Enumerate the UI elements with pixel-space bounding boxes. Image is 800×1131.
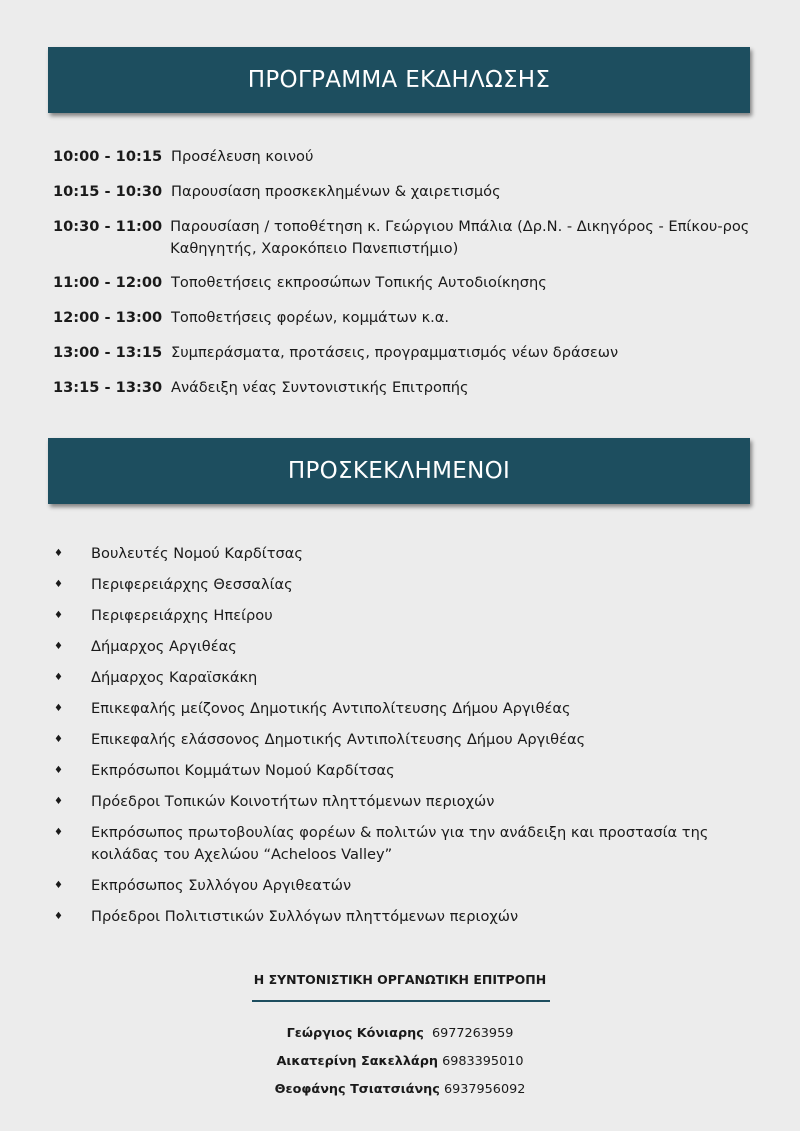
schedule-desc: Προσέλευση κοινού bbox=[171, 148, 314, 165]
guest-name: Δήμαρχος Αργιθέας bbox=[91, 638, 237, 655]
guest-name: Περιφερειάρχης Θεσσαλίας bbox=[91, 576, 293, 593]
guest-name: Επικεφαλής ελάσσονος Δημοτικής Αντιπολίτευσης Δήμου Αργιθέας bbox=[91, 731, 586, 748]
schedule-time: 10:30 - 11:00 bbox=[53, 218, 163, 235]
schedule-row bbox=[53, 272, 753, 294]
guest-name: Περιφερειάρχης Ηπείρου bbox=[91, 607, 273, 624]
schedule-desc: Συμπεράσματα, προτάσεις, προγραμματισμός νέων δράσεων bbox=[171, 344, 619, 361]
schedule-row bbox=[53, 342, 753, 364]
contact-name: Θεοφάνης Τσιατσιάνης bbox=[274, 1082, 440, 1097]
list-item bbox=[54, 729, 754, 751]
diamond-bullet-icon: ♦ bbox=[54, 610, 63, 621]
guests-heading: ΠΡΟΣΚΕΚΛΗΜΕΝΟΙ bbox=[287, 458, 511, 484]
diamond-bullet-icon: ♦ bbox=[54, 880, 63, 891]
schedule-time: 11:00 - 12:00 bbox=[53, 274, 163, 291]
schedule-time: 12:00 - 13:00 bbox=[53, 309, 163, 326]
contact-phone: 6983395010 bbox=[442, 1054, 524, 1069]
contact-name: Αικατερίνη Σακελλάρη bbox=[276, 1054, 438, 1069]
guest-name: Εκπρόσωπος Συλλόγου Αργιθεατών bbox=[91, 877, 352, 894]
list-item bbox=[54, 543, 754, 565]
schedule-row bbox=[53, 181, 753, 203]
contact-name: Γεώργιος Κόνιαρης bbox=[286, 1026, 424, 1041]
list-item bbox=[54, 667, 754, 689]
list-item bbox=[54, 906, 754, 928]
schedule-time: 10:00 - 10:15 bbox=[53, 148, 163, 165]
diamond-bullet-icon: ♦ bbox=[54, 827, 63, 838]
guests-heading-banner bbox=[48, 438, 750, 504]
guests-list bbox=[54, 543, 754, 937]
schedule-time: 13:00 - 13:15 bbox=[53, 344, 163, 361]
schedule-desc: Παρουσίαση προσκεκλημένων & χαιρετισμός bbox=[171, 183, 501, 200]
schedule-desc: Παρουσίαση / τοποθέτηση κ. Γεώργιου Μπάλια (Δρ.Ν. - Δικηγόρος - Επίκου-ρος Καθηγητής, Χαροκόπειο Πανεπιστήμιο) bbox=[170, 218, 750, 257]
schedule-desc: Τοποθετήσεις φορέων, κομμάτων κ.α. bbox=[171, 309, 450, 326]
contact-phone: 6937956092 bbox=[443, 1082, 526, 1097]
list-item bbox=[54, 636, 754, 658]
diamond-bullet-icon: ♦ bbox=[54, 672, 63, 683]
guest-name: Επικεφαλής μείζονος Δημοτικής Αντιπολίτευσης Δήμου Αργιθέας bbox=[91, 700, 571, 717]
contact-line bbox=[0, 1026, 800, 1041]
list-item bbox=[54, 791, 754, 813]
list-item bbox=[54, 698, 754, 720]
contact-phone: 6977263959 bbox=[431, 1026, 514, 1041]
diamond-bullet-icon: ♦ bbox=[54, 579, 63, 590]
program-heading-banner bbox=[48, 47, 750, 113]
diamond-bullet-icon: ♦ bbox=[54, 765, 63, 776]
list-item bbox=[54, 574, 754, 596]
guest-name: Πρόεδροι Τοπικών Κοινοτήτων πληττόμενων περιοχών bbox=[91, 793, 495, 810]
schedule-row bbox=[53, 216, 753, 260]
diamond-bullet-icon: ♦ bbox=[54, 796, 63, 807]
list-item bbox=[54, 760, 754, 782]
schedule-time: 13:15 - 13:30 bbox=[53, 379, 163, 396]
schedule-desc: Ανάδειξη νέας Συντονιστικής Επιτροπής bbox=[171, 379, 469, 396]
diamond-bullet-icon: ♦ bbox=[54, 734, 63, 745]
schedule-row bbox=[53, 377, 753, 399]
contact-line bbox=[0, 1082, 800, 1097]
schedule-row bbox=[53, 307, 753, 329]
list-item bbox=[54, 605, 754, 627]
guest-name: Πρόεδροι Πολιτιστικών Συλλόγων πληττόμενων περιοχών bbox=[91, 908, 519, 925]
diamond-bullet-icon: ♦ bbox=[54, 703, 63, 714]
schedule-list bbox=[53, 146, 753, 412]
schedule-desc: Τοποθετήσεις εκπροσώπων Τοπικής Αυτοδιοίκησης bbox=[171, 274, 547, 291]
diamond-bullet-icon: ♦ bbox=[54, 641, 63, 652]
diamond-bullet-icon: ♦ bbox=[54, 548, 63, 559]
program-heading: ΠΡΟΓΡΑΜΜΑ ΕΚΔΗΛΩΣΗΣ bbox=[247, 67, 551, 93]
committee-divider bbox=[252, 1000, 550, 1002]
guest-name: Δήμαρχος Καραϊσκάκη bbox=[91, 669, 258, 686]
committee-title: Η ΣΥΝΤΟΝΙΣΤΙΚΗ ΟΡΓΑΝΩΤΙΚΗ ΕΠΙΤΡΟΠΗ bbox=[253, 972, 547, 987]
schedule-time: 10:15 - 10:30 bbox=[53, 183, 163, 200]
contact-line bbox=[0, 1054, 800, 1069]
guest-name: Εκπρόσωπος πρωτοβουλίας φορέων & πολιτών για την ανάδειξη και προστασία της κοιλάδας του Αχελώου “Acheloos Valley” bbox=[91, 824, 709, 863]
guest-name: Εκπρόσωποι Κομμάτων Νομού Καρδίτσας bbox=[91, 762, 395, 779]
list-item bbox=[54, 875, 754, 897]
list-item bbox=[54, 822, 754, 866]
guest-name: Βουλευτές Νομού Καρδίτσας bbox=[91, 545, 303, 562]
schedule-row bbox=[53, 146, 753, 168]
diamond-bullet-icon: ♦ bbox=[54, 911, 63, 922]
